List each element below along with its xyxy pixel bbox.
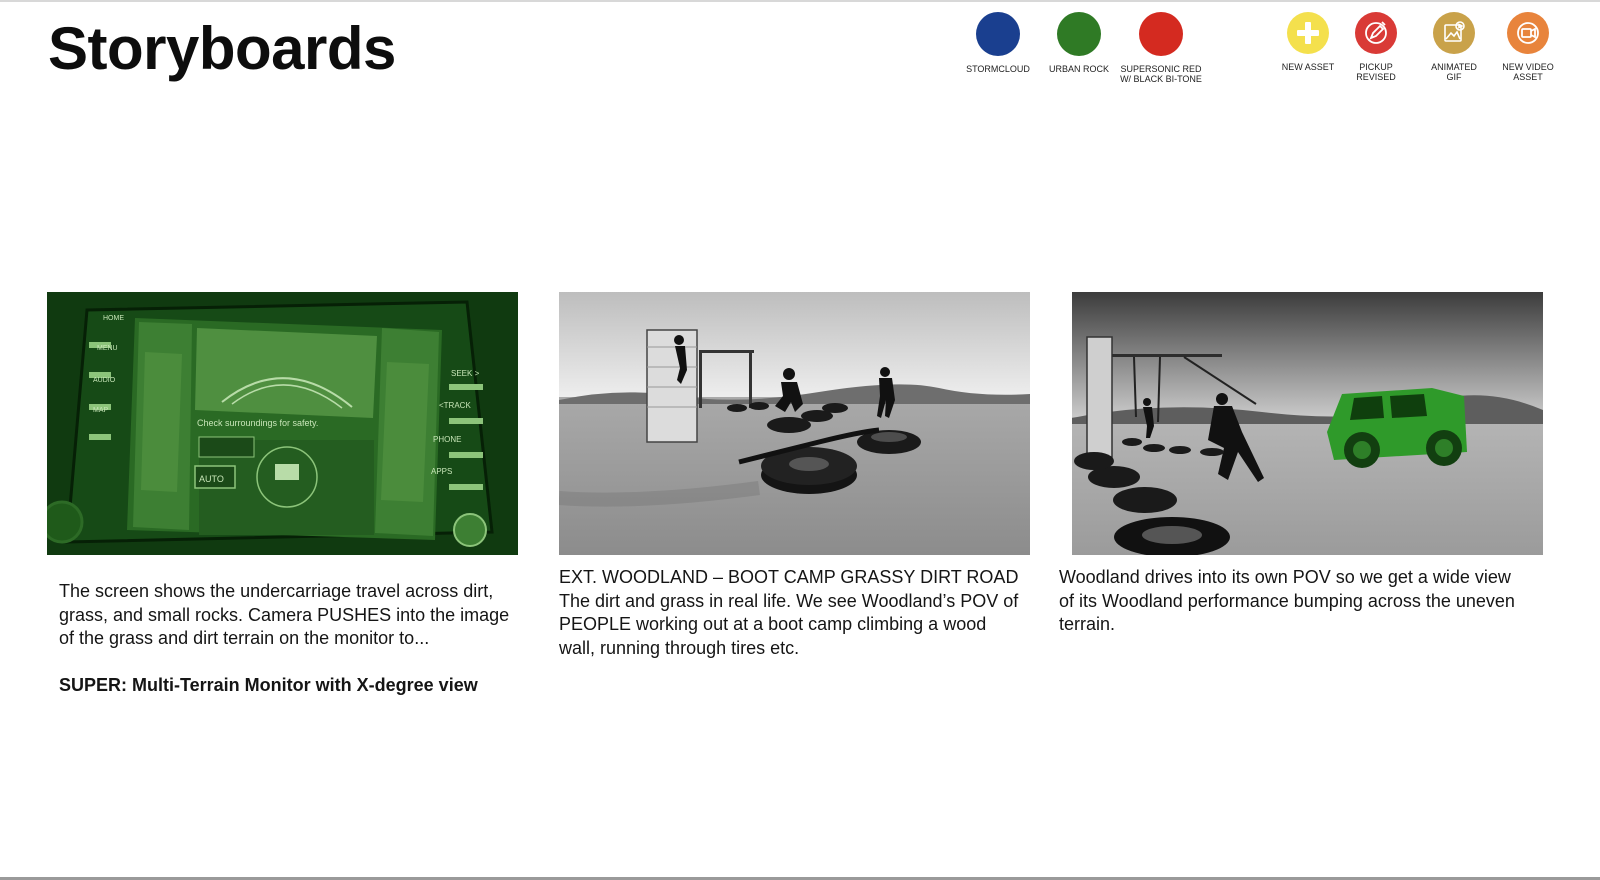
monitor-label-phone: PHONE xyxy=(433,435,462,444)
swatch-label: STORMCLOUD xyxy=(966,64,1030,74)
monitor-label-apps: APPS xyxy=(431,467,453,476)
woodland-pov-illustration xyxy=(1072,292,1543,555)
marker-label: PICKUP REVISED xyxy=(1356,62,1396,82)
marker-new-video-asset xyxy=(1473,12,1583,82)
pencil-icon xyxy=(1355,12,1397,54)
caption-frame-1 xyxy=(59,580,519,697)
caption-frame-3 xyxy=(1059,566,1529,637)
monitor-label-menu: MENU xyxy=(97,345,118,352)
monitor-illustration xyxy=(47,292,518,555)
marker-label: NEW ASSET xyxy=(1281,62,1335,72)
super-text: SUPER: Multi-Terrain Monitor with X-degree view xyxy=(59,674,478,695)
boot-camp-illustration xyxy=(559,292,1030,555)
marker-label: NEW VIDEO ASSET xyxy=(1502,62,1554,82)
video-icon xyxy=(1507,12,1549,54)
swatch-circle xyxy=(1057,12,1101,56)
color-swatch-supersonic-red xyxy=(1106,12,1216,84)
monitor-label-map: MAP xyxy=(93,407,109,414)
caption-text: Woodland drives into its own POV so we get a wide view of its Woodland performance bumping across the uneven terrain. xyxy=(1059,567,1515,634)
storyboard-frame-3 xyxy=(1072,292,1543,555)
swatch-label: URBAN ROCK xyxy=(1048,64,1109,74)
image-icon xyxy=(1433,12,1475,54)
monitor-label-audio: AUDIO xyxy=(93,377,116,384)
marker-label: ANIMATED GIF xyxy=(1431,62,1477,82)
storyboard-frame-1 xyxy=(47,292,518,555)
swatch-label: SUPERSONIC RED W/ BLACK BI-TONE xyxy=(1120,64,1202,84)
caption-heading: EXT. WOODLAND – BOOT CAMP GRASSY DIRT ROAD xyxy=(559,567,1019,587)
monitor-label-track: <TRACK xyxy=(439,401,471,410)
monitor-label-seek: SEEK > xyxy=(451,369,480,378)
swatch-circle xyxy=(976,12,1020,56)
monitor-warning-text: Check surroundings for safety. xyxy=(197,418,319,428)
caption-text: The dirt and grass in real life. We see Woodland’s POV of PEOPLE working out at a boot camp climbing a wood wall, running through tires etc. xyxy=(559,590,1019,658)
page-title: Storyboards xyxy=(48,15,396,82)
monitor-label-home: HOME xyxy=(103,315,124,322)
vehicle-silhouette xyxy=(1327,388,1467,468)
storyboard-frame-2 xyxy=(559,292,1030,555)
caption-text: The screen shows the undercarriage travel across dirt, grass, and small rocks. Camera PUSHES into the image of the grass and dirt terrain on the monitor to... xyxy=(59,581,510,648)
caption-frame-2 xyxy=(559,566,1019,660)
swatch-circle xyxy=(1139,12,1183,56)
monitor-auto-label: AUTO xyxy=(199,474,224,484)
